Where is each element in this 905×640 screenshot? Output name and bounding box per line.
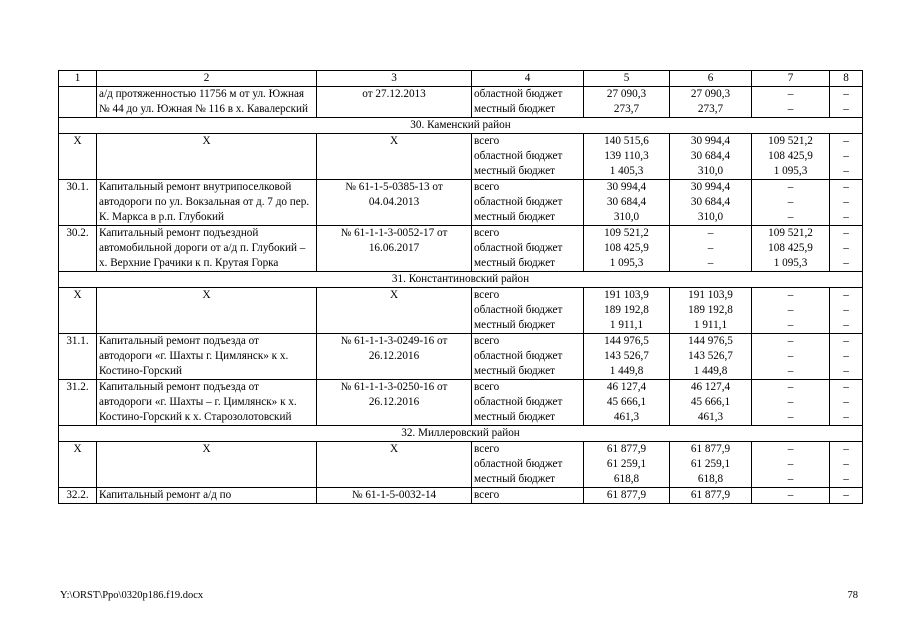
funding-source-line: местный бюджет — [474, 473, 556, 485]
amount-total-line: 1 449,8 — [609, 365, 644, 377]
amount-col7 — [752, 180, 830, 226]
amount-total-line: 45 666,1 — [606, 396, 647, 408]
amount-total — [584, 442, 670, 488]
amount-col6-line: – — [707, 227, 714, 239]
amount-col7-line: – — [787, 381, 794, 393]
amount-col8-line: – — [843, 289, 849, 301]
amount-col7-line: – — [787, 473, 794, 485]
table-row — [59, 334, 863, 380]
amount-col7-line: – — [787, 88, 794, 100]
object-description: Х — [97, 134, 317, 180]
budget-table — [58, 70, 863, 504]
amount-col6-line: 143 526,7 — [688, 350, 733, 362]
funding-source-line: областной бюджет — [474, 150, 563, 162]
table-row — [59, 488, 863, 504]
funding-source — [472, 442, 584, 488]
funding-source-line: областной бюджет — [474, 396, 563, 408]
header-cell: 5 — [584, 71, 670, 87]
amount-col8-line: – — [843, 227, 849, 239]
amount-col7-line: 1 095,3 — [773, 165, 808, 177]
amount-total-line: 144 976,5 — [604, 335, 649, 347]
page-number: 78 — [847, 590, 858, 601]
amount-total-line: 1 095,3 — [609, 257, 644, 269]
amount-total — [584, 226, 670, 272]
funding-source — [472, 180, 584, 226]
header-cell: 4 — [472, 71, 584, 87]
amount-col8 — [830, 334, 863, 380]
amount-col6-line: 61 259,1 — [690, 458, 731, 470]
amount-col8-line: – — [843, 319, 849, 331]
amount-col6-line: – — [707, 242, 714, 254]
amount-col6-line: 46 127,4 — [690, 381, 731, 393]
document-reference: Х — [317, 288, 472, 334]
table-row — [59, 288, 863, 334]
funding-source — [472, 334, 584, 380]
amount-total — [584, 488, 670, 504]
amount-total-line: 61 877,9 — [606, 489, 647, 501]
funding-source — [472, 288, 584, 334]
header-cell: 6 — [670, 71, 752, 87]
amount-total — [584, 334, 670, 380]
funding-source-line: областной бюджет — [474, 196, 563, 208]
amount-col8-line: – — [843, 257, 849, 269]
footer-file-path: Y:\ORST\Ppo\0320p186.f19.docx — [60, 590, 204, 601]
table-row — [59, 380, 863, 426]
amount-col6-line: 45 666,1 — [690, 396, 731, 408]
funding-source-line: всего — [474, 381, 500, 393]
amount-col7 — [752, 226, 830, 272]
document-reference: № 61-1-5-0385-13 от 04.04.2013 — [317, 180, 472, 226]
amount-total-line: 461,3 — [613, 411, 640, 423]
item-number: Х — [59, 442, 97, 488]
object-description: а/д протяженностью 11756 м от ул. Южная № 44 до ул. Южная № 116 в х. Кавалерский — [97, 87, 317, 118]
amount-col8-line: – — [843, 181, 849, 193]
amount-col7-line: 109 521,2 — [768, 227, 813, 239]
amount-col6 — [670, 442, 752, 488]
section-title: 32. Миллеровский район — [59, 426, 863, 442]
amount-col7-line: 109 521,2 — [768, 135, 813, 147]
amount-col6 — [670, 180, 752, 226]
funding-source — [472, 226, 584, 272]
amount-total-line: 108 425,9 — [604, 242, 649, 254]
amount-total-line: 46 127,4 — [606, 381, 647, 393]
amount-col7 — [752, 442, 830, 488]
item-number: 31.2. — [59, 380, 97, 426]
funding-source-line: местный бюджет — [474, 165, 556, 177]
amount-col8 — [830, 87, 863, 118]
amount-total-line: 61 259,1 — [606, 458, 647, 470]
amount-col7 — [752, 288, 830, 334]
amount-col7-line: – — [787, 365, 794, 377]
funding-source-line: областной бюджет — [474, 242, 563, 254]
funding-source — [472, 488, 584, 504]
document-reference: № 61-1-1-3-0249-16 от 26.12.2016 — [317, 334, 472, 380]
table-row — [59, 134, 863, 180]
amount-total-line: 30 994,4 — [606, 181, 647, 193]
object-description: Капитальный ремонт а/д по — [97, 488, 317, 504]
amount-col6 — [670, 334, 752, 380]
object-description: Капитальный ремонт подъезда от автодороги «г. Шахты – г. Цимлянск» к х. Костино-Горский к х. Старозолотовский — [97, 380, 317, 426]
table-row — [59, 180, 863, 226]
header-cell: 1 — [59, 71, 97, 87]
amount-col7-line: – — [787, 396, 794, 408]
amount-col6 — [670, 87, 752, 118]
funding-source-line: местный бюджет — [474, 319, 556, 331]
amount-col8-line: – — [843, 473, 849, 485]
amount-col6-line: 30 994,4 — [690, 135, 731, 147]
amount-col6-line: 61 877,9 — [690, 443, 731, 455]
amount-col6-line: 618,8 — [697, 473, 724, 485]
amount-total-line: 273,7 — [613, 103, 640, 115]
object-description: Х — [97, 442, 317, 488]
funding-source-line: всего — [474, 181, 500, 193]
amount-col7 — [752, 488, 830, 504]
amount-col8-line: – — [843, 88, 849, 100]
amount-col8-line: – — [843, 396, 849, 408]
amount-total — [584, 87, 670, 118]
amount-col8-line: – — [843, 458, 849, 470]
item-number: 30.2. — [59, 226, 97, 272]
amount-col6 — [670, 288, 752, 334]
amount-col6-line: 144 976,5 — [688, 335, 733, 347]
header-row — [59, 71, 863, 87]
amount-col6-line: – — [707, 257, 714, 269]
document-reference: Х — [317, 134, 472, 180]
table-row — [59, 226, 863, 272]
funding-source-line: местный бюджет — [474, 257, 556, 269]
amount-col7-line: – — [787, 211, 794, 223]
amount-col7-line: – — [787, 443, 794, 455]
document-reference: № 61-1-1-3-0052-17 от 16.06.2017 — [317, 226, 472, 272]
table-row — [59, 442, 863, 488]
amount-total-line: 310,0 — [613, 211, 640, 223]
funding-source-line: областной бюджет — [474, 350, 563, 362]
amount-col7-line: – — [787, 350, 794, 362]
amount-col8 — [830, 380, 863, 426]
amount-col7-line: – — [787, 335, 794, 347]
amount-total-line: 189 192,8 — [604, 304, 649, 316]
amount-col7-line: – — [787, 411, 794, 423]
item-number: 31.1. — [59, 334, 97, 380]
funding-source-line: всего — [474, 443, 500, 455]
amount-col6-line: 189 192,8 — [688, 304, 733, 316]
object-description: Капитальный ремонт подъездной автомобильной дороги от а/д п. Глубокий – х. Верхние Грачики к п. Крутая Горка — [97, 226, 317, 272]
funding-source-line: областной бюджет — [474, 304, 563, 316]
document-reference: Х — [317, 442, 472, 488]
amount-col7-line: – — [787, 289, 794, 301]
amount-col8-line: – — [843, 350, 849, 362]
amount-col6 — [670, 134, 752, 180]
amount-col7-line: – — [787, 181, 794, 193]
amount-col6-line: 30 684,4 — [690, 150, 731, 162]
amount-col6 — [670, 488, 752, 504]
document-reference: от 27.12.2013 — [317, 87, 472, 118]
amount-total-line: 143 526,7 — [604, 350, 649, 362]
amount-total — [584, 134, 670, 180]
amount-col8-line: – — [843, 242, 849, 254]
amount-col8 — [830, 488, 863, 504]
amount-col7 — [752, 380, 830, 426]
amount-total-line: 139 110,3 — [604, 150, 649, 162]
amount-col6 — [670, 380, 752, 426]
amount-col8 — [830, 442, 863, 488]
object-description: Капитальный ремонт внутрипоселковой автодороги по ул. Вокзальная от д. 7 до пер. К. Маркса в р.п. Глубокий — [97, 180, 317, 226]
amount-col7-line: – — [787, 458, 794, 470]
amount-col8 — [830, 134, 863, 180]
funding-source-line: всего — [474, 227, 500, 239]
amount-col6-line: 1 911,1 — [693, 319, 728, 331]
funding-source-line: местный бюджет — [474, 365, 556, 377]
funding-source-line: всего — [474, 335, 500, 347]
amount-col8-line: – — [843, 196, 849, 208]
amount-col7-line: – — [787, 103, 794, 115]
amount-total-line: 618,8 — [613, 473, 640, 485]
amount-col7-line: 108 425,9 — [768, 242, 813, 254]
section-header-row — [59, 118, 863, 134]
amount-total — [584, 288, 670, 334]
amount-col8-line: – — [843, 335, 849, 347]
amount-total-line: 191 103,9 — [604, 289, 649, 301]
item-number — [59, 87, 97, 118]
amount-col6 — [670, 226, 752, 272]
header-cell: 3 — [317, 71, 472, 87]
amount-col8-line: – — [843, 381, 849, 393]
amount-col8 — [830, 288, 863, 334]
item-number: Х — [59, 134, 97, 180]
amount-col7 — [752, 87, 830, 118]
amount-col8-line: – — [843, 365, 849, 377]
amount-col6-line: 310,0 — [697, 165, 724, 177]
item-number: Х — [59, 288, 97, 334]
amount-col6-line: 461,3 — [697, 411, 724, 423]
amount-col6-line: 1 449,8 — [693, 365, 728, 377]
amount-col8-line: – — [843, 150, 849, 162]
funding-source-line: областной бюджет — [474, 88, 563, 100]
amount-col8-line: – — [843, 304, 849, 316]
amount-total — [584, 380, 670, 426]
amount-col8 — [830, 226, 863, 272]
funding-source — [472, 134, 584, 180]
amount-total — [584, 180, 670, 226]
amount-col7 — [752, 334, 830, 380]
amount-col7-line: – — [787, 196, 794, 208]
funding-source — [472, 380, 584, 426]
object-description: Капитальный ремонт подъезда от автодороги «г. Шахты г. Цимлянск» к х. Костино-Горский — [97, 334, 317, 380]
funding-source — [472, 87, 584, 118]
amount-total-line: 27 090,3 — [606, 88, 647, 100]
amount-col8 — [830, 180, 863, 226]
amount-total-line: 30 684,4 — [606, 196, 647, 208]
funding-source-line: местный бюджет — [474, 211, 556, 223]
amount-total-line: 140 515,6 — [604, 135, 649, 147]
header-cell: 7 — [752, 71, 830, 87]
amount-col7-line: – — [787, 489, 794, 501]
funding-source-line: местный бюджет — [474, 411, 556, 423]
header-cell: 8 — [830, 71, 863, 87]
section-header-row — [59, 426, 863, 442]
amount-col6-line: 273,7 — [697, 103, 724, 115]
amount-total-line: 109 521,2 — [604, 227, 649, 239]
item-number: 30.1. — [59, 180, 97, 226]
amount-col6-line: 61 877,9 — [690, 489, 731, 501]
section-title: 30. Каменский район — [59, 118, 863, 134]
amount-col8-line: – — [843, 103, 849, 115]
section-header-row — [59, 272, 863, 288]
document-reference: № 61-1-1-3-0250-16 от 26.12.2016 — [317, 380, 472, 426]
amount-col8-line: – — [843, 211, 849, 223]
amount-col7-line: – — [787, 304, 794, 316]
amount-col8-line: – — [843, 411, 849, 423]
amount-total-line: 1 911,1 — [609, 319, 644, 331]
table-body — [59, 71, 863, 504]
amount-col6-line: 310,0 — [697, 211, 724, 223]
amount-col7-line: 108 425,9 — [768, 150, 813, 162]
amount-total-line: 1 405,3 — [609, 165, 644, 177]
table-row — [59, 87, 863, 118]
amount-total-line: 61 877,9 — [606, 443, 647, 455]
funding-source-line: всего — [474, 489, 500, 501]
amount-col7-line: 1 095,3 — [773, 257, 808, 269]
amount-col8-line: – — [843, 135, 849, 147]
item-number: 32.2. — [59, 488, 97, 504]
amount-col6-line: 191 103,9 — [688, 289, 733, 301]
amount-col8-line: – — [843, 165, 849, 177]
object-description: Х — [97, 288, 317, 334]
document-reference: № 61-1-5-0032-14 — [317, 488, 472, 504]
funding-source-line: всего — [474, 135, 500, 147]
section-title: 31. Константиновский район — [59, 272, 863, 288]
amount-col6-line: 30 994,4 — [690, 181, 731, 193]
amount-col8-line: – — [843, 443, 849, 455]
funding-source-line: областной бюджет — [474, 458, 563, 470]
amount-col7-line: – — [787, 319, 794, 331]
amount-col6-line: 27 090,3 — [690, 88, 731, 100]
amount-col8-line: – — [843, 489, 849, 501]
funding-source-line: всего — [474, 289, 500, 301]
amount-col6-line: 30 684,4 — [690, 196, 731, 208]
amount-col7 — [752, 134, 830, 180]
funding-source-line: местный бюджет — [474, 103, 556, 115]
header-cell: 2 — [97, 71, 317, 87]
